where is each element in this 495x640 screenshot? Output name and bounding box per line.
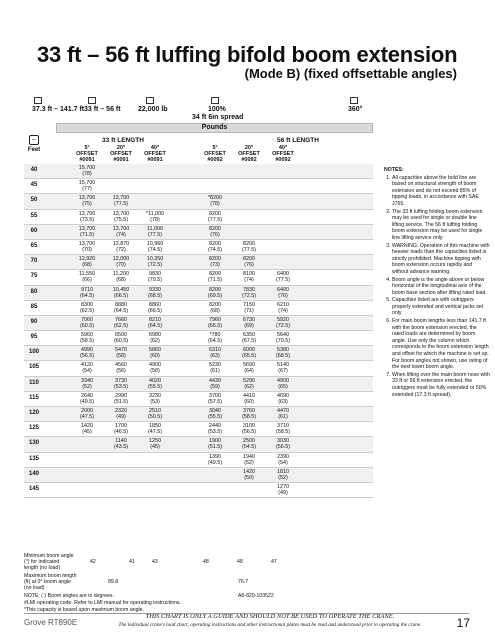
column-header-2 (138, 145, 172, 163)
table-cell: 6210 (74) (277, 301, 289, 314)
outrigger-spread: 34 ft 6in spread (192, 114, 244, 121)
column-header-offset: OFFSET (204, 151, 226, 157)
note-2: 2. The 33 ft luffing folding boom extension may be used for single or double line lifting service. The 56 ft luffing folding boom extension may be used for single line lifting service only. (392, 209, 490, 242)
boom-icon (34, 97, 42, 104)
column-header-5 (266, 145, 300, 163)
table-cell: 9830 (70.5) (147, 271, 163, 284)
column-header-code: #0092 (275, 157, 291, 163)
table-cell: 4020 (55.5) (147, 377, 163, 390)
column-header-offset: OFFSET (238, 151, 260, 157)
row-radius: 125 (28, 425, 39, 432)
note-brackets-row (24, 593, 373, 600)
min-angle-0: 42 (90, 559, 96, 565)
row-radius: 90 (30, 318, 38, 325)
row-radius: 40 (30, 167, 38, 173)
table-cell: 15,700 (78) (78, 165, 96, 177)
feet-label: Feet (27, 147, 41, 153)
table-cell: 8100 (74) (243, 271, 255, 284)
table-cell: 1810 (52) (277, 468, 289, 481)
table-cell: 8200 (76) (209, 225, 221, 238)
table-cell: 2990 (51.5) (113, 392, 129, 405)
table-cell: 13,700 (73.5) (78, 210, 96, 223)
column-header-offset: OFFSET (272, 151, 294, 157)
notes-panel (384, 167, 490, 399)
table-cell: 9710 (64.5) (79, 286, 95, 299)
table-cell: 8200 (74.5) (207, 240, 223, 253)
feet-header (24, 135, 44, 153)
table-cell: 1850 (47.5) (147, 423, 163, 436)
note-capacity: *This capacity is based upon maximum boom angle. (24, 607, 144, 613)
max-length-56: 76.7 (238, 579, 249, 585)
table-cell: 6500 (60.5) (113, 332, 129, 345)
radius-icon: ⇔ (31, 137, 37, 143)
table-row (24, 437, 373, 452)
table-cell: 13,700 (74) (112, 225, 130, 238)
table-row (24, 392, 373, 407)
max-length-label: Maximum boom length (ft) at 0° boom angle (no load) (24, 573, 77, 591)
min-angle-4: 48 (237, 559, 243, 565)
table-cell: 1250 (45) (149, 438, 161, 451)
table-cell: 6400 (76) (277, 286, 289, 299)
table-cell: 8200 (68) (209, 301, 221, 314)
column-header-1 (104, 145, 138, 163)
table-cell: 8200 (73) (209, 256, 221, 269)
column-header-angle: 5° (84, 145, 90, 151)
table-cell: 5290 (62) (243, 377, 255, 390)
table-cell: 13,700 (75) (78, 195, 96, 208)
table-row (24, 270, 373, 285)
table-cell: 5230 (61) (209, 362, 221, 375)
crane-model: Grove RT890E (24, 618, 78, 627)
table-cell: 13,700 (71.5) (78, 225, 96, 238)
table-cell: 8210 (64.5) (147, 316, 163, 329)
main-boom-range: 37.3 ft – 141.7 ft (32, 106, 85, 113)
min-angle-1: 41 (129, 559, 135, 565)
table-cell: 1140 (43.5) (113, 438, 129, 451)
table-cell: 6730 (69) (243, 316, 255, 329)
table-cell: 7660 (62.5) (113, 316, 129, 329)
table-cell: 2640 (49.5) (79, 392, 95, 405)
table-cell: *8200 (78) (207, 195, 223, 208)
column-header-code: #0091 (79, 157, 95, 163)
counterweight-icon (146, 97, 154, 104)
table-cell: 9330 (68.5) (147, 286, 163, 299)
table-cell: 4900 (65) (277, 377, 289, 390)
length-33-header: 33 ft LENGTH (102, 137, 144, 144)
table-row (24, 210, 373, 225)
table-cell: 3030 (56.5) (275, 438, 291, 451)
table-cell: 8300 (62.5) (79, 301, 95, 314)
table-row (24, 361, 373, 376)
table-cell: 15,700 (77) (78, 180, 96, 193)
table-cell: 6980 (62) (149, 332, 161, 345)
table-cell: 5920 (72.5) (275, 316, 291, 329)
note-lmi: #LMI operating code. Refer to LMI manual for operating instructions. (24, 600, 181, 606)
column-header-code: #0091 (113, 157, 129, 163)
table-cell: 8860 (66.5) (147, 301, 163, 314)
table-cell: 3100 (56.5) (241, 423, 257, 436)
page-subtitle: (Mode B) (fixed offsettable angles) (244, 66, 457, 81)
table-row (24, 301, 373, 316)
table-cell: 8200 (69.5) (207, 286, 223, 299)
row-radius: 60 (30, 227, 38, 234)
table-cell: 2000 (47.5) (79, 408, 95, 420)
table-cell: 2510 (50.5) (147, 408, 163, 420)
column-header-offset: OFFSET (144, 151, 166, 157)
note-3: 3. WARNING: Operation of this machine with heavier loads than the capacities listed is strictly prohibited. Machine tipping with boom extension occurs rapidly and without advance warning. (392, 243, 490, 276)
length-56-header: 56 ft LENGTH (277, 137, 319, 144)
table-cell: 5860 (60) (149, 347, 161, 360)
table-cell: 4120 (54) (81, 362, 93, 375)
column-header-angle: 20° (116, 145, 126, 151)
min-angle-3: 48 (203, 559, 209, 565)
table-row (24, 331, 373, 346)
table-cell: 13,700 (75.5) (112, 210, 130, 223)
table-cell: 4560 (56) (115, 362, 127, 375)
note-brackets: NOTE: ( ) Boom angles are in degrees. (24, 593, 114, 599)
column-header-code: #0092 (207, 157, 223, 163)
table-cell: 13,700 (77.5) (112, 195, 130, 208)
min-angle-row (24, 553, 373, 573)
row-radius: 70 (30, 258, 38, 265)
table-cell: 7960 (66.5) (207, 316, 223, 329)
table-row (24, 468, 373, 483)
table-row (24, 255, 373, 270)
row-radius: 80 (30, 288, 38, 295)
table-cell: 1420 (50) (243, 468, 255, 481)
table-cell: 1700 (46.5) (113, 423, 129, 436)
table-cell: 2390 (54) (277, 453, 289, 466)
table-cell: *780 (64.5) (207, 332, 223, 345)
table-cell: 1390 (49.5) (207, 453, 223, 466)
table-cell: 10,350 (72.5) (146, 256, 164, 269)
column-header-4 (232, 145, 266, 163)
table-cell: 10,960 (74.5) (146, 240, 164, 253)
table-cell: 6310 (63) (209, 347, 221, 360)
note-code: A6-829-103522 (238, 593, 274, 599)
note-5: 5. Capacities listed are with outriggers properly extended and vertical jacks set only. (392, 297, 490, 317)
row-radius: 100 (28, 349, 39, 356)
table-cell: 1420 (45) (81, 423, 93, 436)
table-cell: 4690 (63) (277, 392, 289, 405)
notes-heading: NOTES: (384, 167, 404, 173)
row-radius: 55 (30, 212, 38, 219)
note-6: 6. For main boom lengths less than 141.7 ft with the boom extension erected, the rated loads are determined by boom angle. Use only the column which corresponds to the boom extension length and offset for which the machine is set up. For boom angles not shown, use rating of the next lower boom angle. (392, 318, 490, 371)
page-number: 17 (456, 616, 470, 630)
load-chart-table (24, 164, 373, 498)
table-cell: 3040 (55.5) (207, 408, 223, 420)
row-radius: 110 (29, 379, 39, 386)
table-cell: 11,200 (68) (112, 271, 130, 284)
column-header-angle: 40° (150, 145, 160, 151)
table-cell: 5380 (68.5) (275, 347, 291, 360)
table-footer (24, 553, 373, 614)
column-header-angle: 5° (212, 145, 218, 151)
table-cell: 6400 (77.5) (275, 271, 291, 284)
table-cell: 4990 (56.5) (79, 347, 95, 360)
rotation-value: 360° (348, 106, 363, 113)
table-cell: 4900 (58) (149, 362, 161, 375)
outrigger-icon (211, 97, 219, 104)
table-row (24, 346, 373, 361)
table-cell: 3730 (53.5) (113, 377, 129, 390)
table-cell: 5690 (64) (243, 362, 255, 375)
disclaimer-guide: THIS CHART IS ONLY A GUIDE AND SHOULD NOT BE USED TO OPERATE THE CRANE. (145, 613, 395, 620)
outrigger-percent: 100% (208, 106, 226, 113)
table-row (24, 164, 373, 179)
table-row (24, 407, 373, 422)
column-header-offset: OFFSET (110, 151, 132, 157)
column-header-3 (198, 145, 232, 163)
row-radius: 115 (29, 394, 39, 401)
table-cell: 4430 (59) (209, 377, 221, 390)
table-cell: *11,000 (78) (145, 210, 165, 223)
row-radius: 95 (30, 334, 38, 341)
column-header-code: #0092 (241, 157, 257, 163)
table-cell: 8200 (71.5) (207, 271, 223, 284)
extension-icon (88, 97, 96, 104)
table-row (24, 422, 373, 437)
min-angle-5: 47 (271, 559, 277, 565)
table-cell: 2440 (53.5) (207, 423, 223, 436)
table-cell: 4470 (61) (277, 408, 289, 420)
table-cell: 1900 (51.5) (207, 438, 223, 451)
table-row (24, 240, 373, 255)
row-radius: 85 (30, 303, 38, 310)
row-radius: 140 (28, 470, 39, 477)
table-cell: 2500 (54.5) (241, 438, 257, 451)
table-cell: 5640 (70.5) (275, 332, 291, 345)
table-row (24, 377, 373, 392)
table-cell: 13,700 (70) (78, 240, 96, 253)
table-cell: 6350 (67.5) (241, 332, 257, 345)
table-row (24, 286, 373, 301)
table-cell: 3340 (52) (81, 377, 93, 390)
row-radius: 50 (30, 197, 38, 204)
row-radius: 45 (30, 182, 38, 189)
column-header-angle: 20° (244, 145, 254, 151)
max-length-row (24, 573, 373, 593)
table-cell: 1940 (52) (243, 453, 255, 466)
row-radius: 105 (28, 364, 39, 371)
table-cell: 5470 (58) (115, 347, 127, 360)
row-radius: 75 (30, 273, 38, 280)
table-cell: 8200 (77.5) (241, 240, 257, 253)
table-cell: 5960 (58.5) (79, 332, 95, 345)
table-row (24, 316, 373, 331)
extension-range: 33 ft – 56 ft (84, 106, 121, 113)
note-7: 7. When lifting over the main boom nose with 33 ft or 56 ft extension erected, the outriggers must be fully extended or 50% extended (17.3 ft spread). (392, 372, 490, 398)
page-title: 33 ft – 56 ft luffing bifold boom extension (37, 42, 458, 67)
row-radius: 135 (28, 455, 39, 462)
table-cell: 12,000 (70) (112, 256, 130, 269)
counterweight-value: 22,000 lb (138, 106, 168, 113)
table-row (24, 225, 373, 240)
table-cell: 5140 (67) (277, 362, 289, 375)
column-header-angle: 40° (278, 145, 288, 151)
table-row (24, 453, 373, 468)
table-cell: 3760 (58.5) (241, 408, 257, 420)
note-1: 1. All capacities above the bold line are based on structural strength of boom extension and do not exceed 85% of tipping loads, in accordance with SAE J765. (392, 175, 490, 208)
table-cell: 11,000 (77.5) (146, 225, 164, 238)
pounds-header: Pounds (56, 123, 373, 133)
table-row (24, 483, 373, 498)
table-cell: 10,450 (66.5) (112, 286, 130, 299)
table-cell: 11,550 (66) (78, 271, 96, 284)
min-angle-2: 43 (152, 559, 158, 565)
table-cell: 4410 (60) (243, 392, 255, 405)
table-cell: 12,920 (68) (78, 256, 96, 269)
min-angle-label: Minimum boom angle (°) for indicated length (no load) (24, 553, 74, 571)
table-cell: 8880 (64.5) (113, 301, 129, 314)
table-cell: 6000 (65.5) (241, 347, 257, 360)
table-row (24, 179, 373, 194)
table-cell: 8200 (77.5) (207, 210, 223, 223)
table-cell: 1270 (49) (277, 483, 289, 496)
table-row (24, 194, 373, 209)
max-length-33: 89.8 (108, 579, 119, 585)
column-header-offset: OFFSET (76, 151, 98, 157)
note-4: 4. Boom angle is the angle above or below horizontal of the longitudinal axis of the boom base section after lifting rated load. (392, 277, 490, 297)
row-radius: 145 (28, 485, 39, 492)
table-cell: 2320 (49) (115, 408, 127, 420)
table-cell: 7060 (60.5) (79, 316, 95, 329)
table-cell: 3710 (58.5) (275, 423, 291, 436)
row-radius: 130 (28, 440, 39, 447)
table-cell: 7150 (71) (243, 301, 255, 314)
table-cell: 7830 (72.5) (241, 286, 257, 299)
table-cell: 3230 (53) (149, 392, 161, 405)
table-cell: 12,870 (72) (112, 240, 130, 253)
column-header-code: #0091 (147, 157, 163, 163)
row-radius: 65 (30, 242, 38, 249)
row-radius: 120 (28, 410, 39, 416)
rotation-icon (350, 97, 358, 104)
table-cell: 3700 (57.5) (207, 392, 223, 405)
disclaimer-instructions: The individual crane's load chart, operating instructions and other instructional plates must be read and understood prior to operating the crane. (118, 622, 422, 628)
table-cell: 8200 (76) (243, 256, 255, 269)
note-lmi-row (24, 600, 373, 607)
column-header-0 (70, 145, 104, 163)
